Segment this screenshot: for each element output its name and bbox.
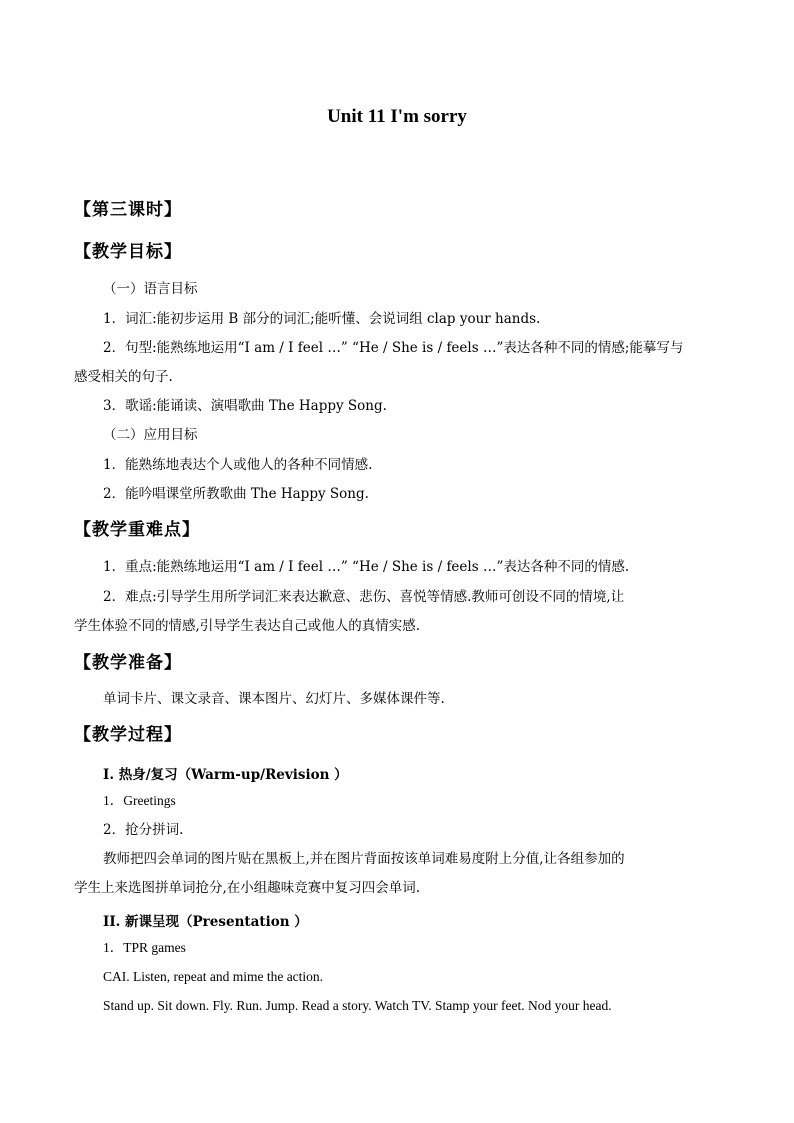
action-list: Stand up. Sit down. Fly. Run. Jump. Read a story. Watch TV. Stamp your feet. Nod your head.: [103, 998, 612, 1013]
application-objective-2: 2．能吟唱课堂所教歌曲 The Happy Song.: [103, 486, 369, 502]
key-points-heading: 【教学重难点】: [74, 520, 200, 540]
difficult-point-cont: 学生体验不同的情感,引导学生表达自己或他人的真情实感.: [74, 618, 421, 634]
warmup-description-cont: 学生上来选图拼单词抢分,在小组趣味竞赛中复习四会单词.: [74, 880, 421, 896]
key-point: 1．重点:能熟练地运用“I am / I feel …” “He / She is / feels …”表达各种不同的情感.: [103, 559, 630, 575]
preparation-heading: 【教学准备】: [74, 653, 182, 673]
application-objectives-title: （二）应用目标: [103, 427, 198, 443]
objective-sentence-cont: 感受相关的句子.: [74, 369, 173, 385]
process-heading: 【教学过程】: [74, 725, 182, 745]
page-title: Unit 11 I'm sorry: [327, 106, 467, 127]
objective-sentence: 2．句型:能熟练地运用“I am / I feel …” “He / She is / feels …”表达各种不同的情感;能摹写与: [103, 340, 684, 356]
warmup-greetings: 1．Greetings: [103, 793, 176, 808]
tpr-games: 1．TPR games: [103, 940, 186, 955]
presentation-section-title: II. 新课呈现（Presentation ）: [103, 914, 308, 930]
language-objectives-title: （一）语言目标: [103, 281, 198, 297]
objective-song: 3．歌谣:能诵读、演唱歌曲 The Happy Song.: [103, 398, 387, 414]
objectives-heading: 【教学目标】: [74, 242, 182, 262]
application-objective-1: 1．能熟练地表达个人或他人的各种不同情感.: [103, 457, 373, 473]
warmup-description: 教师把四会单词的图片贴在黑板上,并在图片背面按该单词难易度附上分值,让各组参加的: [103, 851, 625, 867]
cai-instruction: CAI. Listen, repeat and mime the action.: [103, 969, 324, 984]
lesson-label: 【第三课时】: [74, 200, 182, 220]
objective-vocab: 1．词汇:能初步运用 B 部分的词汇;能听懂、会说词组 clap your hands.: [103, 311, 541, 327]
preparation-text: 单词卡片、课文录音、课本图片、幻灯片、多媒体课件等.: [103, 691, 445, 707]
warmup-section-title: I. 热身/复习（Warm-up/Revision ）: [103, 767, 348, 783]
warmup-spelling-game: 2．抢分拼词.: [103, 822, 184, 838]
difficult-point: 2．难点:引导学生用所学词汇来表达歉意、悲伤、喜悦等情感.教师可创设不同的情境,让: [103, 589, 625, 605]
